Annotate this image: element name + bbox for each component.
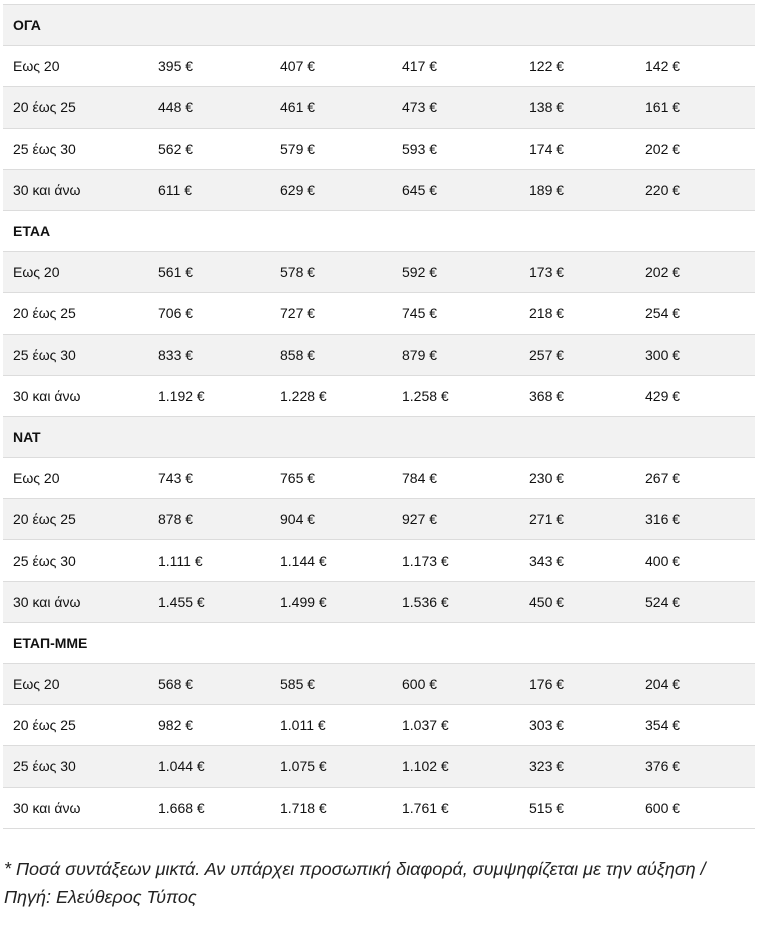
table-cell: 473 € bbox=[392, 87, 519, 128]
row-label: 25 έως 30 bbox=[3, 334, 148, 375]
table-cell: 878 € bbox=[148, 499, 270, 540]
table-cell: 323 € bbox=[519, 746, 635, 787]
table-cell: 765 € bbox=[270, 458, 392, 499]
table-cell: 218 € bbox=[519, 293, 635, 334]
table-cell: 1.258 € bbox=[392, 375, 519, 416]
table-cell: 1.173 € bbox=[392, 540, 519, 581]
table-cell: 448 € bbox=[148, 87, 270, 128]
table-row bbox=[3, 458, 755, 499]
table-row bbox=[3, 375, 755, 416]
table-cell: 592 € bbox=[392, 252, 519, 293]
pension-table-container bbox=[3, 4, 755, 829]
table-row bbox=[3, 746, 755, 787]
table-row bbox=[3, 581, 755, 622]
table-cell: 461 € bbox=[270, 87, 392, 128]
row-label: 30 και άνω bbox=[3, 581, 148, 622]
table-row bbox=[3, 664, 755, 705]
table-row bbox=[3, 499, 755, 540]
row-label: Εως 20 bbox=[3, 252, 148, 293]
row-label: Εως 20 bbox=[3, 458, 148, 499]
row-label: 25 έως 30 bbox=[3, 746, 148, 787]
group-title: ΕΤΑΠ-ΜΜΕ bbox=[3, 622, 755, 663]
table-cell: 1.144 € bbox=[270, 540, 392, 581]
table-cell: 220 € bbox=[635, 169, 755, 210]
table-cell: 524 € bbox=[635, 581, 755, 622]
table-row bbox=[3, 169, 755, 210]
row-label: 20 έως 25 bbox=[3, 87, 148, 128]
table-cell: 1.192 € bbox=[148, 375, 270, 416]
table-cell: 138 € bbox=[519, 87, 635, 128]
table-cell: 343 € bbox=[519, 540, 635, 581]
table-cell: 1.536 € bbox=[392, 581, 519, 622]
table-cell: 1.111 € bbox=[148, 540, 270, 581]
table-cell: 271 € bbox=[519, 499, 635, 540]
table-cell: 600 € bbox=[392, 664, 519, 705]
table-cell: 1.499 € bbox=[270, 581, 392, 622]
row-label: 20 έως 25 bbox=[3, 293, 148, 334]
table-cell: 267 € bbox=[635, 458, 755, 499]
table-cell: 407 € bbox=[270, 46, 392, 87]
footnote-source: Πηγή: Ελεύθερος Τύπος bbox=[4, 887, 197, 907]
table-cell: 515 € bbox=[519, 787, 635, 828]
table-row bbox=[3, 293, 755, 334]
table-cell: 1.718 € bbox=[270, 787, 392, 828]
table-cell: 562 € bbox=[148, 128, 270, 169]
table-cell: 645 € bbox=[392, 169, 519, 210]
footnote bbox=[4, 855, 749, 911]
table-cell: 833 € bbox=[148, 334, 270, 375]
group-header-row bbox=[3, 210, 755, 251]
group-header-row bbox=[3, 622, 755, 663]
table-row bbox=[3, 252, 755, 293]
table-cell: 1.228 € bbox=[270, 375, 392, 416]
table-cell: 368 € bbox=[519, 375, 635, 416]
table-cell: 122 € bbox=[519, 46, 635, 87]
group-title: ΟΓΑ bbox=[3, 5, 755, 46]
group-header-row bbox=[3, 5, 755, 46]
row-label: 20 έως 25 bbox=[3, 499, 148, 540]
table-cell: 174 € bbox=[519, 128, 635, 169]
table-cell: 982 € bbox=[148, 705, 270, 746]
table-cell: 784 € bbox=[392, 458, 519, 499]
table-row bbox=[3, 334, 755, 375]
table-cell: 1.011 € bbox=[270, 705, 392, 746]
table-cell: 202 € bbox=[635, 128, 755, 169]
table-cell: 629 € bbox=[270, 169, 392, 210]
table-cell: 395 € bbox=[148, 46, 270, 87]
table-cell: 204 € bbox=[635, 664, 755, 705]
table-cell: 600 € bbox=[635, 787, 755, 828]
table-cell: 429 € bbox=[635, 375, 755, 416]
table-cell: 1.455 € bbox=[148, 581, 270, 622]
table-cell: 578 € bbox=[270, 252, 392, 293]
table-cell: 230 € bbox=[519, 458, 635, 499]
table-cell: 585 € bbox=[270, 664, 392, 705]
table-cell: 743 € bbox=[148, 458, 270, 499]
table-cell: 1.668 € bbox=[148, 787, 270, 828]
table-cell: 176 € bbox=[519, 664, 635, 705]
table-row bbox=[3, 705, 755, 746]
row-label: 20 έως 25 bbox=[3, 705, 148, 746]
table-cell: 568 € bbox=[148, 664, 270, 705]
table-cell: 142 € bbox=[635, 46, 755, 87]
table-cell: 1.037 € bbox=[392, 705, 519, 746]
table-cell: 706 € bbox=[148, 293, 270, 334]
table-cell: 579 € bbox=[270, 128, 392, 169]
table-cell: 727 € bbox=[270, 293, 392, 334]
table-cell: 202 € bbox=[635, 252, 755, 293]
table-cell: 354 € bbox=[635, 705, 755, 746]
row-label: 25 έως 30 bbox=[3, 128, 148, 169]
table-row bbox=[3, 46, 755, 87]
table-cell: 593 € bbox=[392, 128, 519, 169]
row-label: 30 και άνω bbox=[3, 787, 148, 828]
group-title: ΝΑΤ bbox=[3, 416, 755, 457]
row-label: Εως 20 bbox=[3, 664, 148, 705]
table-row bbox=[3, 787, 755, 828]
table-cell: 858 € bbox=[270, 334, 392, 375]
pension-table bbox=[3, 4, 755, 829]
table-row bbox=[3, 128, 755, 169]
table-row bbox=[3, 540, 755, 581]
table-cell: 376 € bbox=[635, 746, 755, 787]
row-label: 30 και άνω bbox=[3, 169, 148, 210]
footnote-line-1: * Ποσά συντάξεων μικτά. Αν υπάρχει προσωπική διαφορά, συμψηφίζεται με την αύξηση / bbox=[4, 859, 706, 879]
row-label: Εως 20 bbox=[3, 46, 148, 87]
table-cell: 173 € bbox=[519, 252, 635, 293]
table-cell: 611 € bbox=[148, 169, 270, 210]
table-cell: 1.075 € bbox=[270, 746, 392, 787]
row-label: 30 και άνω bbox=[3, 375, 148, 416]
table-cell: 1.044 € bbox=[148, 746, 270, 787]
table-cell: 161 € bbox=[635, 87, 755, 128]
table-cell: 1.761 € bbox=[392, 787, 519, 828]
group-header-row bbox=[3, 416, 755, 457]
table-cell: 303 € bbox=[519, 705, 635, 746]
table-cell: 561 € bbox=[148, 252, 270, 293]
table-cell: 745 € bbox=[392, 293, 519, 334]
group-title: ΕΤΑΑ bbox=[3, 210, 755, 251]
table-cell: 1.102 € bbox=[392, 746, 519, 787]
table-cell: 450 € bbox=[519, 581, 635, 622]
pension-table-body bbox=[3, 5, 755, 829]
table-row bbox=[3, 87, 755, 128]
table-cell: 316 € bbox=[635, 499, 755, 540]
table-cell: 927 € bbox=[392, 499, 519, 540]
table-cell: 879 € bbox=[392, 334, 519, 375]
row-label: 25 έως 30 bbox=[3, 540, 148, 581]
table-cell: 189 € bbox=[519, 169, 635, 210]
table-cell: 904 € bbox=[270, 499, 392, 540]
table-cell: 254 € bbox=[635, 293, 755, 334]
table-cell: 417 € bbox=[392, 46, 519, 87]
table-cell: 300 € bbox=[635, 334, 755, 375]
table-cell: 257 € bbox=[519, 334, 635, 375]
table-cell: 400 € bbox=[635, 540, 755, 581]
